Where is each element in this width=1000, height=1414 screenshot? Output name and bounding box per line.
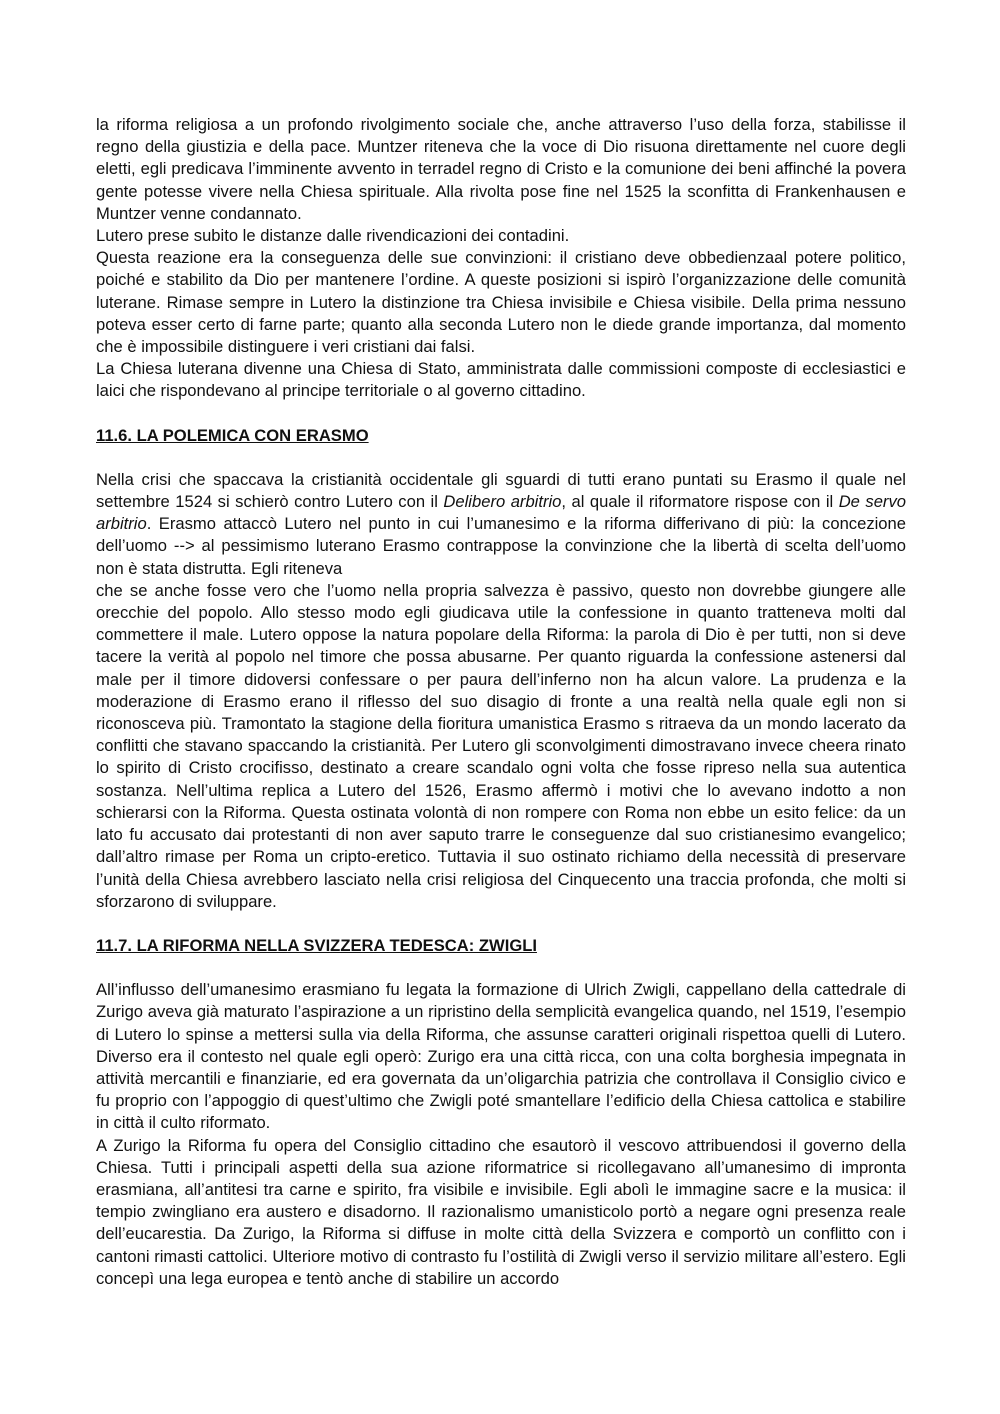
section-heading-zwigli: 11.7. LA RIFORMA NELLA SVIZZERA TEDESCA: ZWIGLI [96,935,537,955]
text-run: , al quale il riformatore rispose con il [561,492,839,512]
paragraph-erasmo-intro [96,469,906,580]
italic-title-delibero: Delibero arbitrio [443,492,562,512]
document-page [96,114,906,1290]
paragraph-muntzer: la riforma religiosa a un profondo rivolgimento sociale che, anche attraverso l’uso della forza, stabilisse il regno della giustizia e della pace. Muntzer riteneva che la voce di Dio risuona direttamente nel cuore degli eletti, egli predicava l’imminente avvento in terradel regno di Cristo e la comunione dei beni affinché la povera gente potesse vivere nella Chiesa spirituale. Alla rivolta pose fine nel 1525 la sconfitta di Frankenhausen e Muntzer venne condannato. [96,115,906,223]
paragraph-zurigo-riforma: A Zurigo la Riforma fu opera del Consiglio cittadino che esautorò il vescovo attribuendosi il governo della Chiesa. Tutti i principali aspetti della sua azione riformatrice si ricollegavano all’umanesimo di impronta erasmiana, all’antitesi tra carne e spirito, fra visibile e invisibile. Egli abolì le immagine sacre e la musica: il tempio zwingliano era austero e disadorno. Il razionalismo umanisticolo portò a negare ogni presenza reale dell’eucarestia. Da Zurigo, la Riforma si diffuse in molte città della Svizzera e comportò un conflitto con i cantoni rimasti cattolici. Ulteriore motivo di contrasto fu l’ostilità di Zwigli verso il servizio militare all’estero. Egli concepì una lega europea e tentò anche di stabilire un accordo [96,1135,906,1288]
section-heading-erasmo: 11.6. LA POLEMICA CON ERASMO [96,425,369,445]
paragraph-lutero-distanze: Lutero prese subito le distanze dalle rivendicazioni dei contadini. [96,226,570,246]
paragraph-erasmo-body: che se anche fosse vero che l’uomo nella propria salvezza è passivo, questo non dovrebbe giungere alle orecchie del popolo. Allo stesso modo egli giudicava utile la confessione in quanto tratteneva molti dal commettere il male. Lutero oppose la natura popolare della Riforma: la parola di Dio è per tutti, non si deve tacere la verità al popolo nel timore che possa abusarne. Per quanto riguarda la confessione astenersi dal male per il timore didoversi confessare o per paura dell’inferno non ha alcun valore. La prudenza e la moderazione di Erasmo erano il riflesso del suo disagio di fronte a una realtà nella quale egli non si riconosceva più. Tramontato la stagione della fioritura umanistica Erasmo s ritraeva da un mondo lacerato da conflitti che stavano spaccando la cristianità. Per Lutero gli sconvolgimenti dimostravano invece cheera rinato lo spirito di Cristo crocifisso, destinato a creare scandalo ogni volta che fosse ripreso nella sua autentica sostanza. Nell’ultima replica a Lutero del 1526, Erasmo affermò i motivi che lo avevano indotto a non schierarsi con la Riforma. Questa ostinata volontà di non rompere con Roma non ebbe un esito felice: da un lato fu accusato dai protestanti di non aver saputo trarre le conseguenze dal suo cristianesimo evangelico; dall’altro rimase per Roma un cripto-eretico. Tuttavia il suo ostinato richiamo della necessità di preservare l’unità della Chiesa avrebbero lasciato nella crisi religiosa del Cinquecento una traccia profonda, che molti si sforzarono di sviluppare. [96,580,906,911]
text-run: Nella crisi che spaccava la cristianità occidentale gli sguardi di tutti erano puntati su Erasmo il quale nel settembre 1524 si schierò contro Lutero con il [96,469,906,512]
paragraph-zwigli-formazione: All’influsso dell’umanesimo erasmiano fu legata la formazione di Ulrich Zwigli, cappellano della cattedrale di Zurigo aveva già maturato l’aspirazione a un ripristino della semplicità evangelica quando, nel 1519, l’esempio di Lutero lo spinse a mettersi sulla via della Riforma, che assunse caratteri originali rispettoa quelli di Lutero. Diverso era il contesto nel quale egli operò: Zurigo era una città ricca, con una colta borghesia impegnata in attività mercantili e finanziarie, ed era governata da un’oligarchia patrizia che controllava il Consiglio civico e fu proprio con l’appoggio di quest’ultimo che Zwigli poté smantellare l’edificio della Chiesa cattolica e stabilire in città il culto riformato. [96,980,906,1133]
paragraph-chiesa-stato: La Chiesa luterana divenne una Chiesa di Stato, amministrata dalle commissioni composte di ecclesiastici e laici che rispondevano al principe territoriale o al governo cittadino. [96,359,906,401]
text-run: . Erasmo attaccò Lutero nel punto in cui l’umanesimo e la riforma differivano di più: la concezione dell’uomo --> al pessimismo luterano Erasmo contrappose la convinzione che la libertà di scelta dell’uomo non è stata distrutta. Egli riteneva [96,514,906,578]
italic-title-de-servo: De servo arbitrio [96,492,906,534]
paragraph-convinzioni: Questa reazione era la conseguenza delle sue convinzioni: il cristiano deve obbedienzaal potere politico, poiché e stabilito da Dio per mantenere l’ordine. A queste posizioni si ispirò l’organizzazione delle comunità luterane. Rimase sempre in Lutero la distinzione tra Chiesa invisibile e Chiesa visibile. Della prima nessuno poteva esser certo di farne parte; quanto alla seconda Lutero non le diede grande importanza, dal momento che è impossibile distinguere i veri cristiani dai falsi. [96,248,906,357]
